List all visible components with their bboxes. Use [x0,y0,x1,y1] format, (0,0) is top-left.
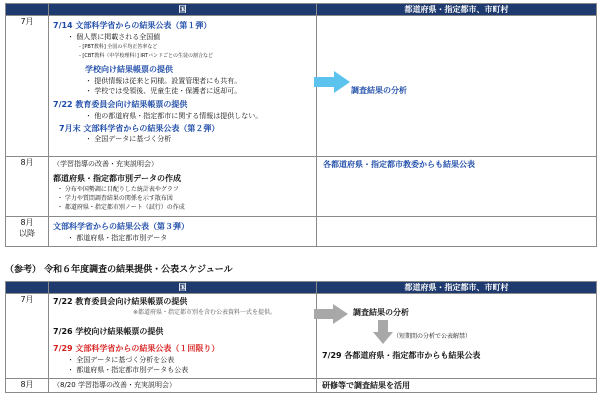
briefing-line: （学習指導の改善・充実説明会） [53,160,158,168]
prefecture-cell [317,157,597,217]
month-cell: 7月 [6,294,49,379]
analysis-label: 調査結果の分析 [353,308,409,317]
table1-header-national: 国 [49,4,317,16]
board-report-heading: 7/22 教育委員会向け結果帳票の提供 [53,100,188,109]
table2-corner-header [6,282,49,294]
gray-down-arrow-icon [373,320,393,344]
bullet-line: ・ 提供情報は従来と同様。設置管理者にも共有。 [85,77,242,85]
national-cell [49,217,317,247]
schedule-table-2024 [5,281,597,393]
table1-row-after-august [6,217,597,247]
bullet-line: ・ 個人票に掲載される全国値 [67,33,161,41]
table1-header-prefecture: 都道府県・指定都市、市町村 [317,4,597,16]
bullet-line: ・ 都道府県・指定都市別ノート（試行）の作成 [57,204,185,211]
bullet-line: ・ 学力や質問調査結果の関係を示す散布図 [57,195,173,202]
bullet-line: ・ 都道府県・指定都市別データ [67,234,168,242]
month-b: 以降 [19,229,35,238]
month-cell: 8月 [6,379,49,393]
board-report-heading: 7/22 教育委員会向け結果帳票の提供 [53,297,188,306]
cyan-right-arrow-icon [314,71,350,93]
month-cell [6,217,49,247]
briefing-line: （8/20 学習指導の改善・充実説明会） [53,381,176,389]
analysis-label: 調査結果の分析 [351,86,407,95]
table2-header-national: 国 [49,282,317,294]
prefecture-release-label: 各都道府県・指定都市教委からも結果公表 [323,160,475,169]
national-cell [49,294,317,379]
bullet-line: ・ 都道府県・指定都市別データも公表 [67,366,189,374]
table1-corner-header [6,4,49,16]
section-title: （参考） 令和６年度調査の結果提供・公表スケジュール [5,265,233,275]
release-3-heading: 文部科学省からの結果公表（第３弾） [53,222,189,231]
sub-bullet-line: - [PBT教科] 全国の平均正答率など [79,44,158,50]
table2-row-august [6,379,597,393]
school-report-heading: 7/26 学校向け結果帳票の提供 [53,327,164,336]
schedule-table-2025 [5,3,597,247]
bullet-line: ・ 全国データに基づく分析を公表 [67,356,175,364]
bullet-line: ・ 分布や国勢調に目配りした統計表やグラフ [57,186,179,193]
training-label: 研修等で調査結果を活用 [322,381,410,390]
single-release-heading: 7/29 文部科学省からの結果公表（１回限り） [53,344,220,353]
school-report-heading: 学校向け結果帳票の提供 [85,65,173,74]
release-1-heading: 7/14 文部科学省からの結果公表（第１弾） [53,21,212,30]
note-line: ※都道府県・指定都市別を含む公表資料一式を提供。 [133,309,277,316]
release-2-heading: 7月末 文部科学省からの結果公表（第２弾） [59,124,220,133]
sub-bullet-line: - [CBT教科（中学校理科）] IRTバンドごとの生徒の割合など [79,53,214,59]
prefecture-release-label: 7/29 各都道府県・指定都市からも結果公表 [322,351,481,360]
gray-right-arrow-icon [314,304,348,324]
bullet-line: ・ 学校では受領後、児童生徒・保護者に返却可。 [85,87,242,95]
month-a: 8月 [20,218,34,227]
data-creation-heading: 都道府県・指定都市別データの作成 [53,174,181,183]
table2-header-prefecture: 都道府県・指定都市、市町村 [317,282,597,294]
national-cell [49,379,317,393]
prefecture-cell [317,379,597,393]
month-cell: 7月 [6,16,49,157]
table1-row-july [6,16,597,157]
bullet-line: ・ 全国データに基づく分析 [85,135,172,143]
month-cell: 8月 [6,157,49,217]
prefecture-cell [317,217,597,247]
prefecture-cell [317,16,597,157]
bullet-line: ・ 他の都道府県・指定都市に関する情報は提供しない。 [85,112,263,120]
table2-row-july [6,294,597,379]
national-cell [49,16,317,157]
national-cell [49,157,317,217]
prefecture-cell [317,294,597,379]
analysis-note: （短期間の分析で公表解禁） [393,333,472,340]
table1-row-august [6,157,597,217]
